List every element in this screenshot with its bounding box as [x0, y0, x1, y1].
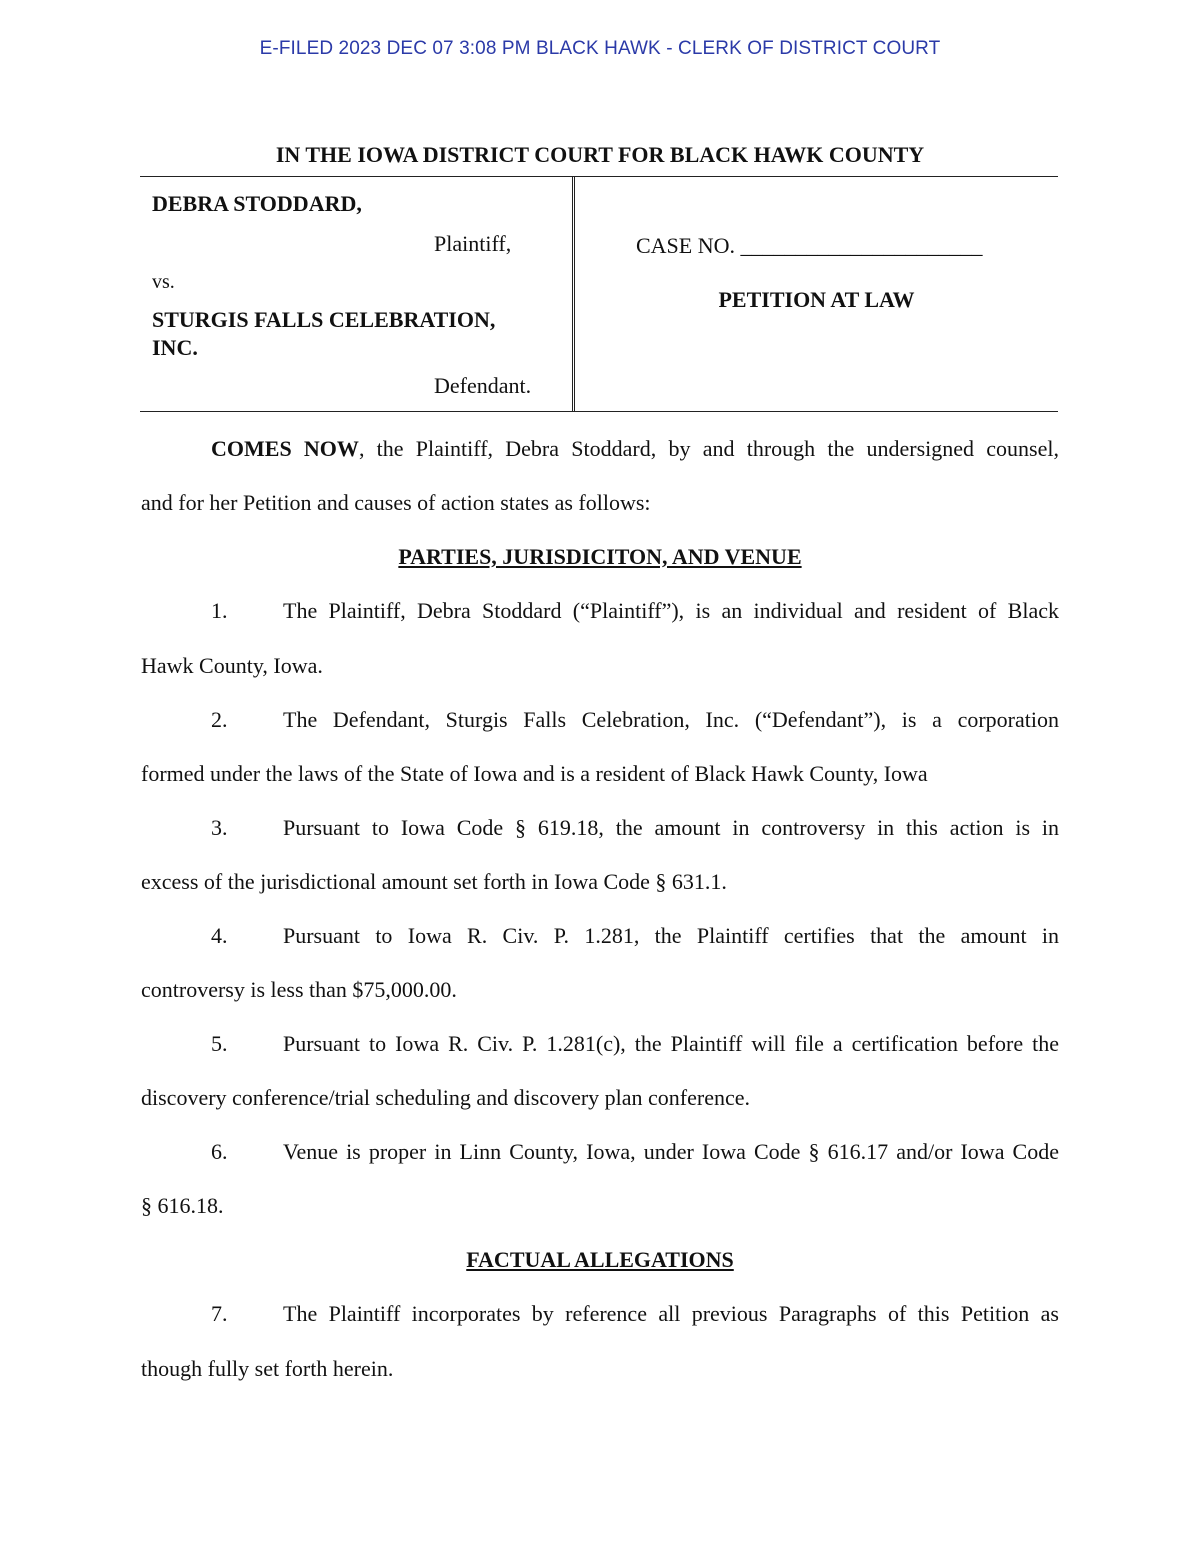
paragraph-number: 3. [211, 815, 228, 840]
paragraph-line: Hawk County, Iowa. [141, 653, 323, 678]
paragraph-number: 1. [211, 598, 228, 623]
document-title: PETITION AT LAW [718, 287, 915, 312]
paragraph-line: discovery conference/trial scheduling and discovery plan conference. [141, 1085, 751, 1110]
efile-stamp: E-FILED 2023 DEC 07 3:08 PM BLACK HAWK - CLERK OF DISTRICT COURT [259, 38, 941, 59]
paragraph-line: The Plaintiff incorporates by reference all previous Paragraphs of this Petition as [283, 1301, 1059, 1326]
intro-line1-rest: , the Plaintiff, Debra Stoddard, by and through the undersigned counsel, [358, 436, 1059, 461]
paragraph-number: 6. [211, 1139, 228, 1164]
intro-line2: and for her Petition and causes of action states as follows: [141, 490, 651, 515]
paragraph-line: Pursuant to Iowa R. Civ. P. 1.281(c), the Plaintiff will file a certification before the [283, 1031, 1059, 1056]
paragraph-line: excess of the jurisdictional amount set forth in Iowa Code § 631.1. [141, 869, 727, 894]
paragraph-line: though fully set forth herein. [141, 1356, 394, 1381]
paragraph-line: The Defendant, Sturgis Falls Celebration, Inc. (“Defendant”), is a corporation [283, 707, 1059, 732]
versus-label: vs. [152, 271, 175, 293]
paragraph-line: Pursuant to Iowa R. Civ. P. 1.281, the Plaintiff certifies that the amount in [283, 923, 1059, 948]
paragraph-number: 5. [211, 1031, 228, 1056]
paragraph-line: The Plaintiff, Debra Stoddard (“Plaintiff”), is an individual and resident of Black [283, 598, 1059, 623]
intro-lead: COMES NOW [211, 436, 359, 461]
paragraph-number: 4. [211, 923, 228, 948]
paragraph-line: controversy is less than $75,000.00. [141, 977, 457, 1002]
paragraph-line: Venue is proper in Linn County, Iowa, under Iowa Code § 616.17 and/or Iowa Code [283, 1139, 1059, 1164]
plaintiff-role: Plaintiff, [434, 231, 512, 256]
defendant-role: Defendant. [434, 373, 532, 398]
paragraph-number: 2. [211, 707, 228, 732]
case-number-field: CASE NO. ______________________ [636, 233, 983, 258]
defendant-name-line1: STURGIS FALLS CELEBRATION, [152, 307, 496, 332]
court-title: IN THE IOWA DISTRICT COURT FOR BLACK HAWK COUNTY [275, 142, 925, 167]
defendant-name-line2: INC. [152, 335, 198, 360]
section-heading-parties: PARTIES, JURISDICITON, AND VENUE [398, 544, 802, 569]
paragraph-line: formed under the laws of the State of Iowa and is a resident of Black Hawk County, Iowa [141, 761, 928, 786]
section-heading-factual: FACTUAL ALLEGATIONS [466, 1247, 734, 1272]
plaintiff-name: DEBRA STODDARD, [152, 191, 362, 216]
intro-line1 [211, 436, 1059, 462]
paragraph-number: 7. [211, 1301, 228, 1326]
case-caption [140, 176, 1058, 412]
paragraph-line: Pursuant to Iowa Code § 619.18, the amount in controversy in this action is in [283, 815, 1059, 840]
paragraph-line: § 616.18. [141, 1193, 224, 1218]
